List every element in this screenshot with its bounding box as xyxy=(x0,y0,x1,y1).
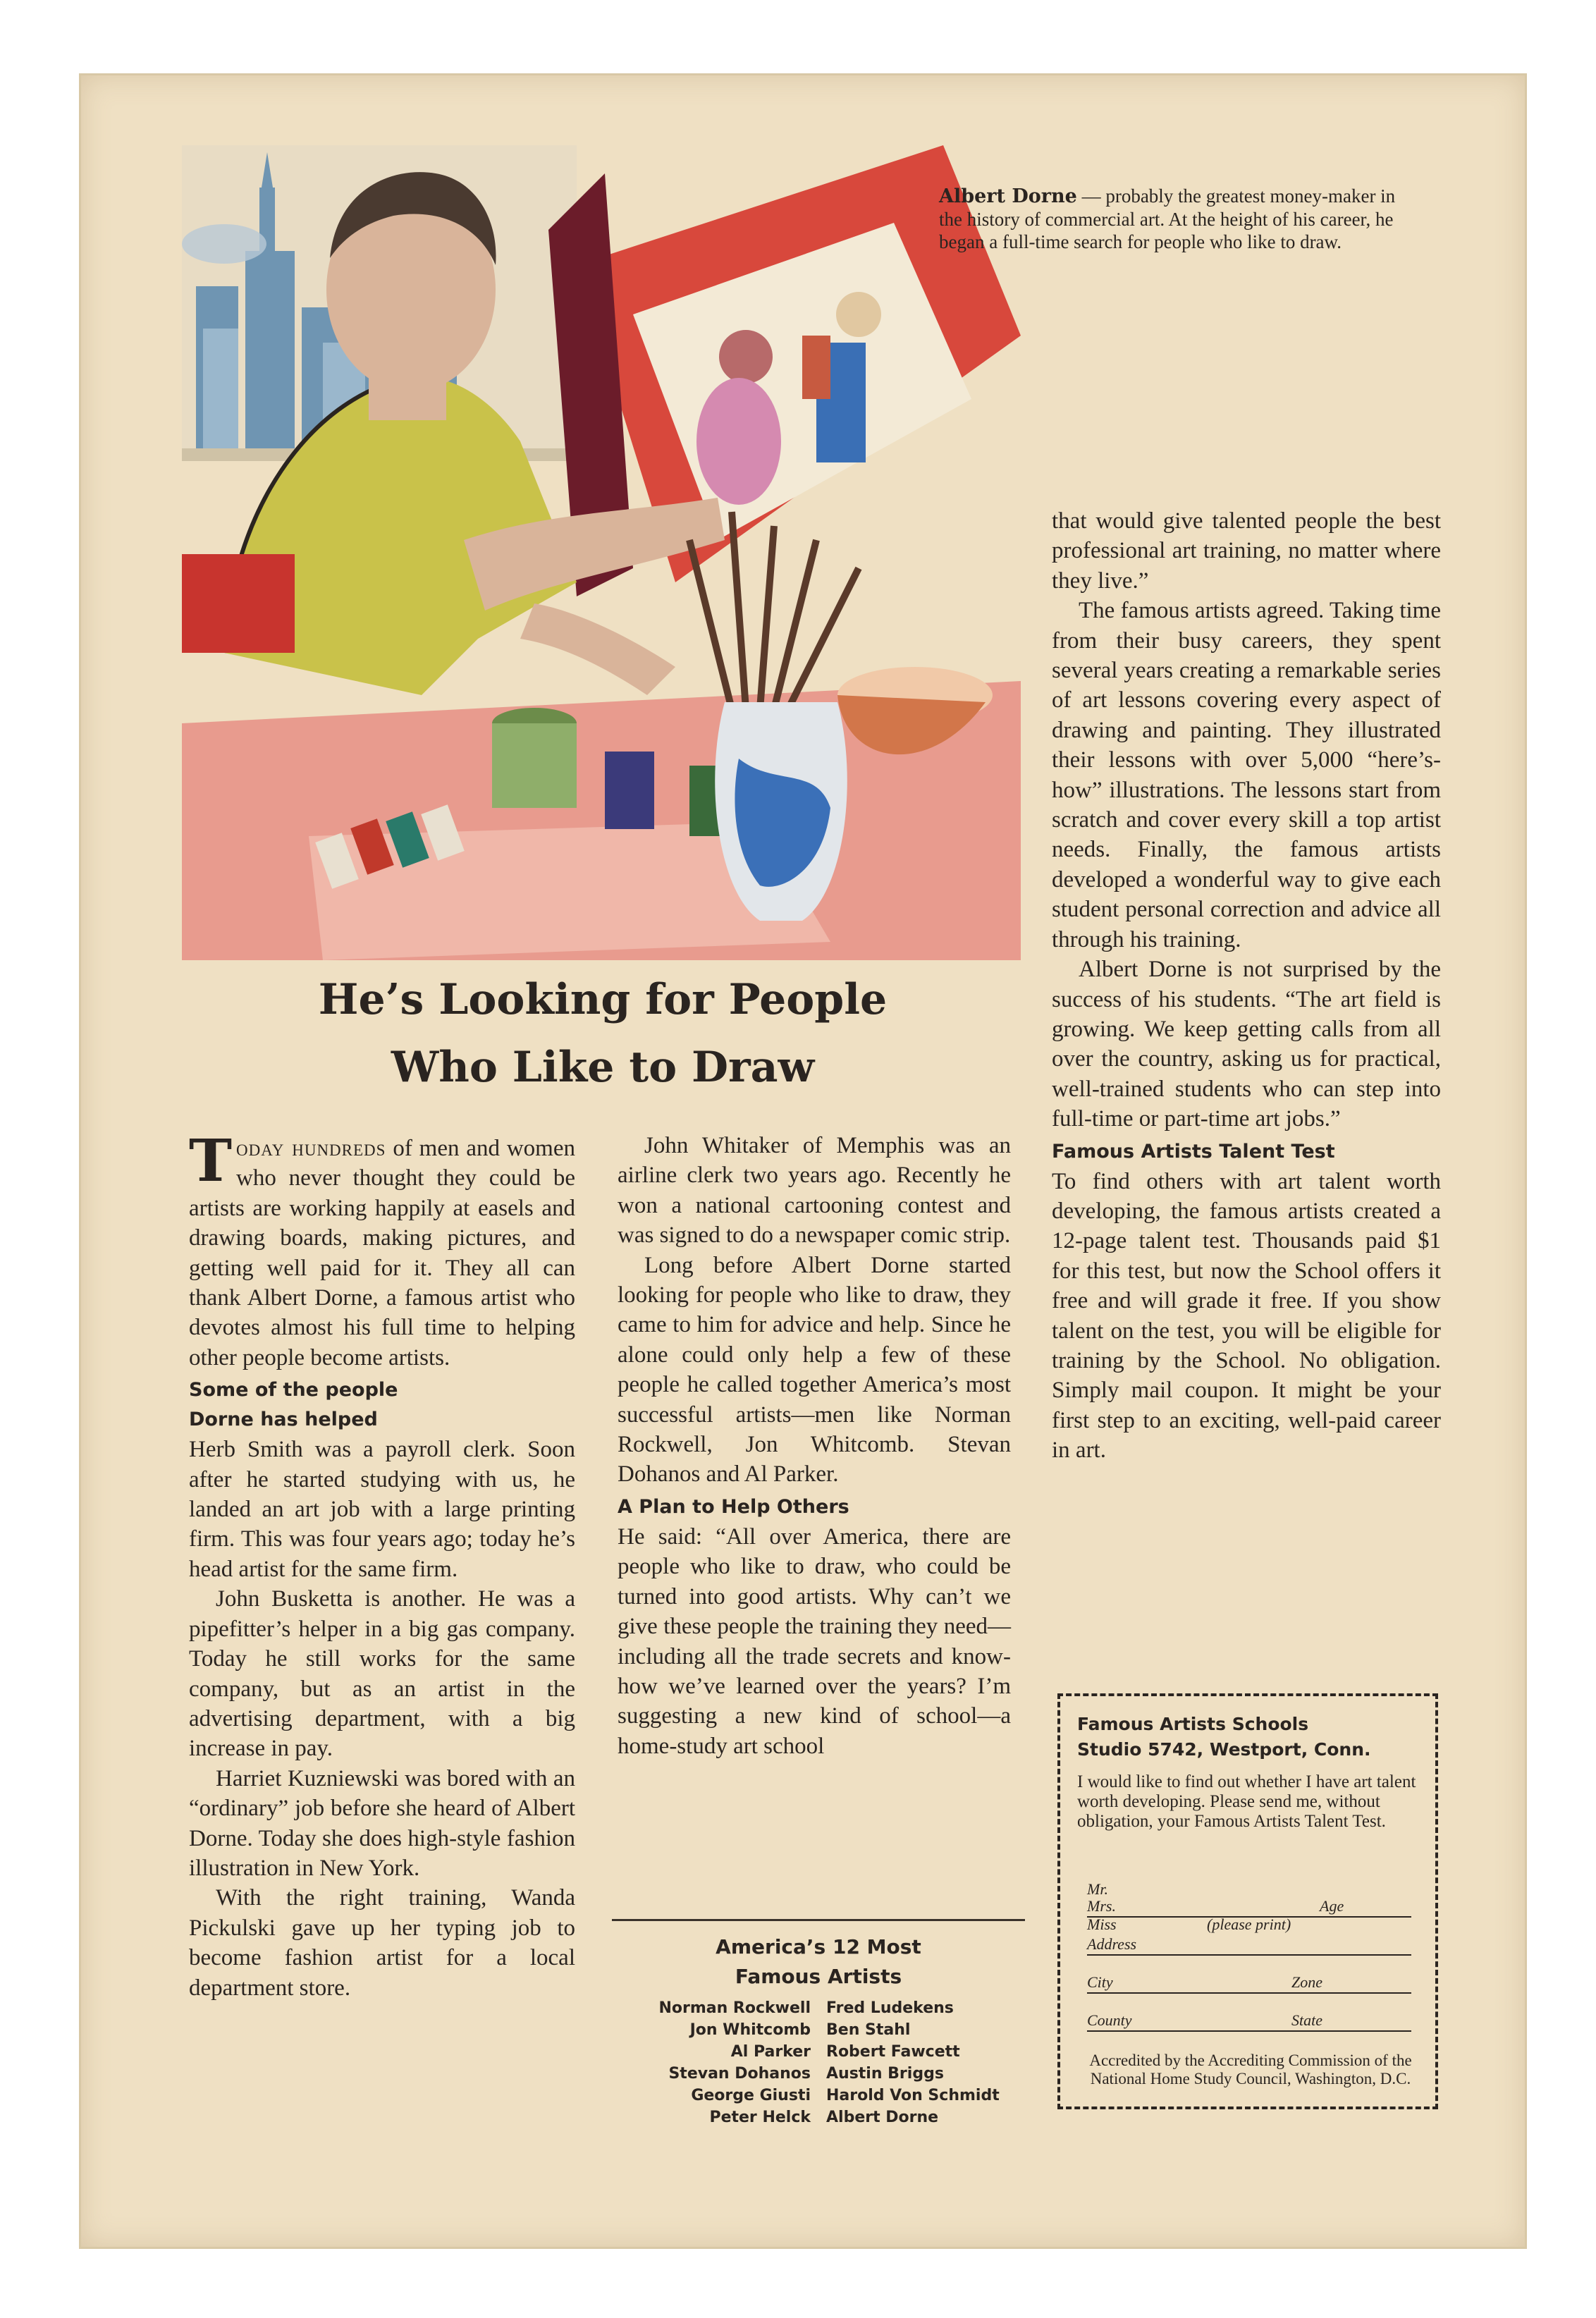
headline-line-1: He’s Looking for People xyxy=(318,975,888,1024)
address-label: Address xyxy=(1087,1935,1137,1953)
coupon-address: Studio 5742, Westport, Conn. xyxy=(1077,1739,1371,1760)
headline-line-2: Who Like to Draw xyxy=(391,1043,815,1092)
miss-label: Miss xyxy=(1087,1915,1117,1933)
col3-paragraph-3: Albert Dorne is not surprised by the success of his students. “The art field is growing. We keep getting calls from all over the country, asking us for practical, well-trained students who can step into full-time or part-time art jobs.” xyxy=(1052,957,1441,1132)
artist-name: Robert Fawcett xyxy=(826,2043,960,2061)
col3-paragraph-2: The famous artists agreed. Taking time from their busy careers, they spent several years creating a remarkable series of art lessons covering every aspect of drawing and painting. They illustrated their lessons with over 5,000 “here’s-how” illustrations. The lessons start from scratch and cover every skill a top artist needs. Finally, the famous artists developed a wonderful way to give each student personal correction and advice all through his training. xyxy=(1052,598,1441,952)
famous-artists-list xyxy=(612,1919,1025,2128)
address-field[interactable] xyxy=(1087,1936,1411,1956)
col1-p1-text: of men and women who never thought they could be artists are working happily at easels and drawing boards, making pictures, and getting well paid for it. They all can thank Albert Dorne, a famous artist who devotes almost his full time to helping other people become artists. xyxy=(189,1136,575,1370)
coupon-header xyxy=(1077,1712,1418,1762)
artist-name: George Giusti xyxy=(691,2087,811,2104)
artist-name: Norman Rockwell xyxy=(658,1999,811,2017)
city-zone-field[interactable] xyxy=(1087,1974,1411,1994)
artist-name: Jon Whitcomb xyxy=(689,2021,811,2039)
artist-name: Stevan Dohanos xyxy=(668,2065,811,2083)
article-column-2 xyxy=(618,1131,1011,1761)
artist-name: Fred Ludekens xyxy=(826,1999,954,2017)
col2-paragraph-2: Long before Albert Dorne started looking for people who like to draw, they came to him for advice and help. Since he alone could only help a few of these people he called together America’s most successful artists—men like Norman Rockwell, Jon Whitcomb. Stevan Dohanos and Al Parker. xyxy=(618,1252,1011,1488)
please-print-label: (please print) xyxy=(1207,1915,1291,1933)
artist-name: Austin Briggs xyxy=(826,2065,944,2083)
subhead-line-1: Some of the people xyxy=(189,1379,398,1402)
artist-name: Harold Von Schmidt xyxy=(826,2087,1000,2104)
coupon-body: I would like to find out whether I have art talent worth developing. Please send me, without obligation, your Famous Artists Talent Test. xyxy=(1077,1772,1416,1831)
article-column-3 xyxy=(1052,506,1441,1466)
col2-paragraph-3: He said: “All over America, there are people who like to draw, who could be turned into good artists. Why can’t we give these people the training they need—including all the trade secrets and know-how we’ve learned over the years? I’m suggesting a new kind of school—a home-study art school xyxy=(618,1523,1011,1759)
city-label: City xyxy=(1087,1973,1113,1991)
headline xyxy=(185,966,1021,1101)
name-field[interactable] xyxy=(1087,1898,1411,1918)
col1-paragraph-4: Harriet Kuzniewski was bored with an “ordinary” job before she heard of Albert Dorne. Today she does high-style fashion illustration in New York. xyxy=(189,1765,575,1881)
artists-title-line-1: America’s 12 Most xyxy=(716,1935,921,1958)
coupon-school: Famous Artists Schools xyxy=(1077,1714,1309,1734)
drop-cap: T xyxy=(189,1127,233,1195)
mail-coupon[interactable] xyxy=(1057,1693,1438,2109)
caption-text: — probably the greatest money-maker in the history of commercial art. At the height of his career, he began a full-time search for people who like to draw. xyxy=(939,185,1396,252)
artist-name: Al Parker xyxy=(730,2043,811,2061)
miss-line xyxy=(1087,1916,1411,1934)
state-label: State xyxy=(1291,2011,1322,2029)
lead-smallcaps: oday hundreds xyxy=(236,1136,386,1161)
albert-dorne-illustration xyxy=(182,145,1021,960)
mr-label-line xyxy=(1087,1881,1411,1899)
article-column-1 xyxy=(189,1127,575,2003)
artist-name: Albert Dorne xyxy=(826,2109,939,2126)
artist-name: Ben Stahl xyxy=(826,2021,911,2039)
zone-label: Zone xyxy=(1291,1973,1322,1991)
artists-title-line-2: Famous Artists xyxy=(735,1965,902,1988)
col3-paragraph-1: that would give talented people the best professional art training, no matter where they live.” xyxy=(1052,508,1441,594)
col1-paragraph-3: John Busketta is another. He was a pipefitter’s helper in a big gas company. Today he still works for the same company, but as an artist in the advertising department, with a big increase in pay. xyxy=(189,1586,575,1762)
artist-name: Peter Helck xyxy=(709,2109,811,2126)
mrs-label: Mrs. xyxy=(1087,1897,1116,1915)
col1-paragraph-5: With the right training, Wanda Pickulski gave up her typing job to become fashion artist for a local department store. xyxy=(189,1885,575,2001)
county-label: County xyxy=(1087,2011,1132,2029)
subhead-line-2: Dorne has helped xyxy=(189,1409,378,1431)
artists-grid xyxy=(612,1997,1025,2128)
coupon-footer: Accredited by the Accrediting Commission of the National Home Study Council, Washington, D.C. xyxy=(1089,2052,1412,2087)
subhead-people-helped xyxy=(189,1375,575,1435)
col3-paragraph-4: To find others with art talent worth developing, the famous artists created a 12-page talent test. Thousands paid $1 for this test, but now the School offers it free and will grade it free. If you show talent on the test, you will be eligible for training by the School. No obligation. Simply mail coupon. It might be your first step to an exciting, well-paid career in art. xyxy=(1052,1168,1441,1464)
subhead-plan: A Plan to Help Others xyxy=(618,1495,849,1518)
col1-paragraph-2: Herb Smith was a payroll clerk. Soon after he started studying with us, he landed an art job with a large printing firm. This was four years ago; today he’s head artist for the same firm. xyxy=(189,1437,575,1582)
col1-paragraph-1 xyxy=(189,1127,575,1373)
age-label: Age xyxy=(1320,1897,1344,1915)
artists-title xyxy=(612,1932,1025,1992)
caption-name: Albert Dorne xyxy=(939,185,1077,207)
col2-paragraph-1: John Whitaker of Memphis was an airline clerk two years ago. Recently he won a national cartooning contest and was signed to do a newspaper comic strip. xyxy=(618,1133,1011,1249)
illustration-caption xyxy=(939,185,1418,253)
county-state-field[interactable] xyxy=(1087,2012,1411,2032)
subhead-talent-test: Famous Artists Talent Test xyxy=(1052,1140,1335,1163)
mr-label: Mr. xyxy=(1087,1880,1108,1898)
